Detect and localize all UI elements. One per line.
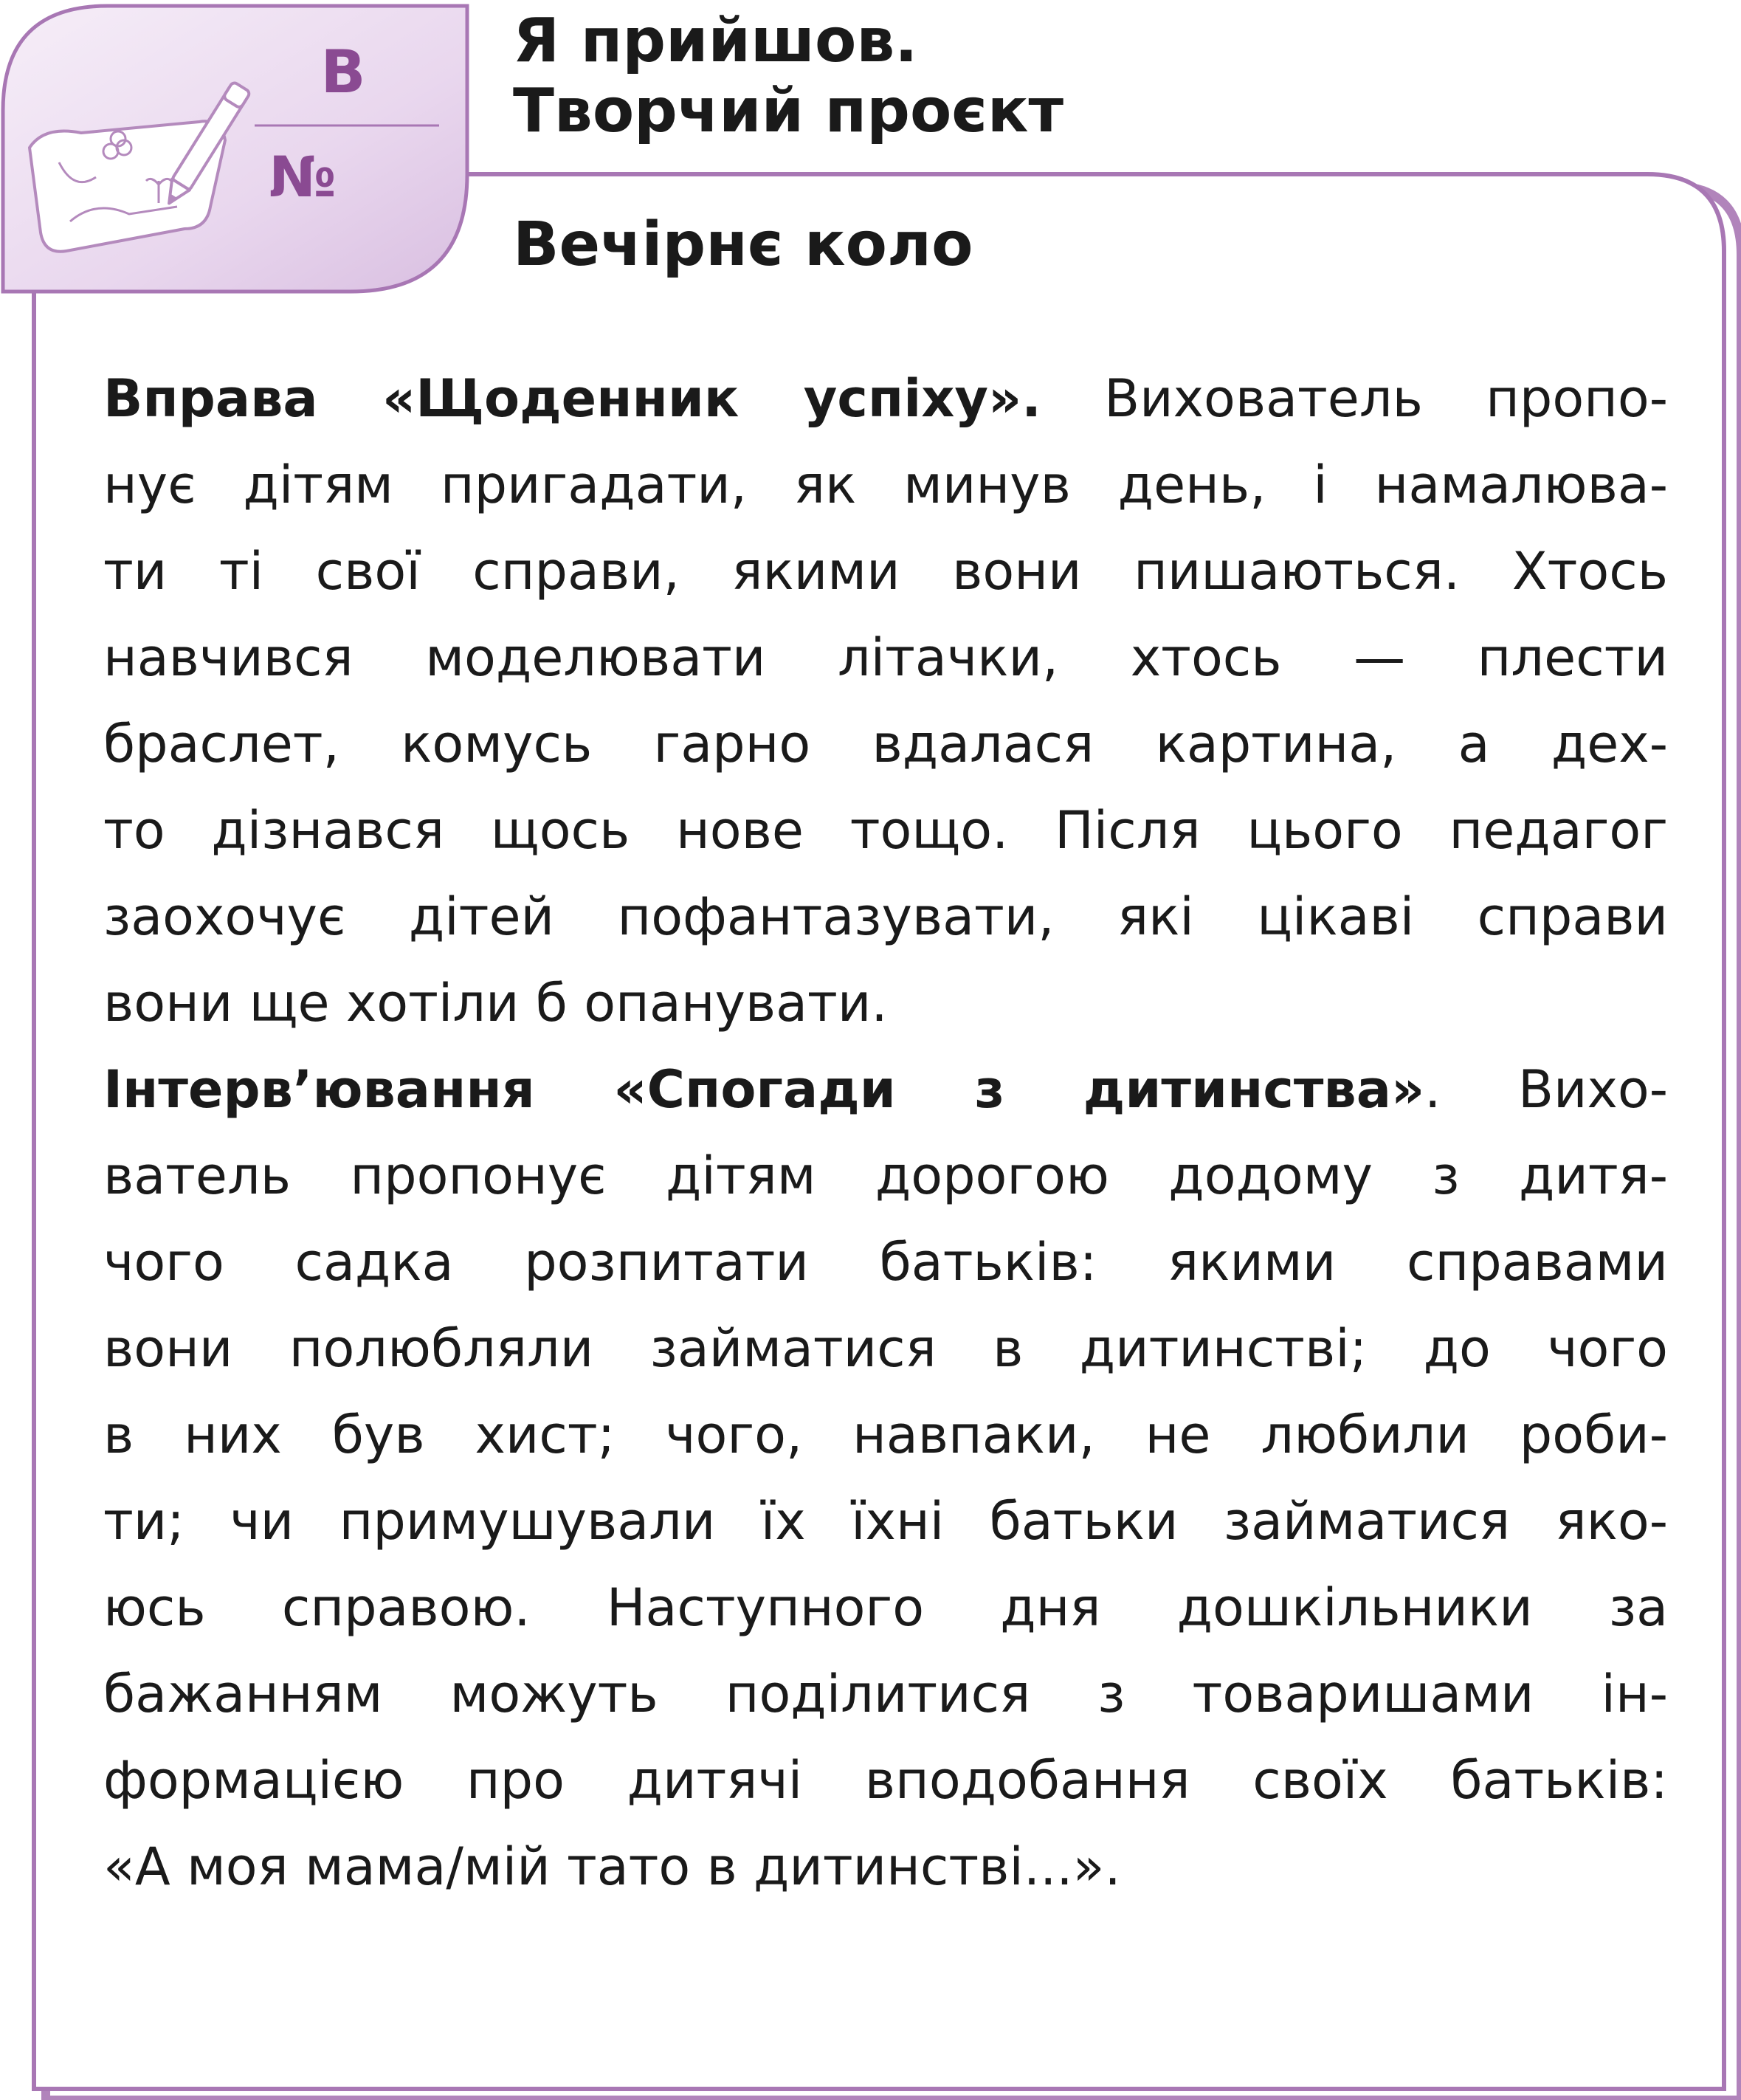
- tab-letter: В: [320, 38, 366, 106]
- text-run: в них був хист; чого, навпаки, не любили роби-: [103, 1405, 1668, 1465]
- text-run: вони полюбляли займатися в дитинстві; до чого: [103, 1318, 1668, 1379]
- text-run: ти ті свої справи, якими вони пишаються. Хтось: [103, 541, 1668, 602]
- text-line: [103, 960, 1668, 1047]
- text-line: [103, 442, 1668, 529]
- activity-title: Інтерв’ювання «Спогади з дитинства»: [103, 1059, 1425, 1120]
- text-run: ти; чи примушували їх їхні батьки займатися яко-: [103, 1491, 1668, 1552]
- text-line: [103, 1651, 1668, 1738]
- text-line: [103, 356, 1668, 442]
- page-title-line-2: Творчий проєкт: [513, 76, 1064, 146]
- text-line: [103, 1392, 1668, 1478]
- body-text: [103, 356, 1668, 1910]
- text-line: [103, 1478, 1668, 1565]
- section-tab: [0, 0, 472, 295]
- text-line: [103, 1738, 1668, 1824]
- text-run: юсь справою. Наступного дня дошкільники за: [103, 1577, 1668, 1638]
- text-line: [103, 1047, 1668, 1133]
- text-run: то дізнався щось нове тощо. Після цього педагог: [103, 800, 1668, 861]
- text-run: формацією про дитячі вподобання своїх батьків:: [103, 1750, 1668, 1811]
- page-title-line-1: Я прийшов.: [513, 6, 918, 76]
- text-run: нує дітям пригадати, як минув день, і намалюва-: [103, 455, 1668, 515]
- text-run: «А моя мама/мій тато в дитинстві...».: [103, 1836, 1121, 1897]
- text-run: навчився моделювати літачки, хтось — плести: [103, 627, 1668, 688]
- section-subtitle: Вечірнє коло: [513, 210, 973, 280]
- drawing-paper-pencil-icon: [0, 0, 472, 295]
- text-line: [103, 788, 1668, 874]
- text-line: [103, 874, 1668, 960]
- text-line: [103, 701, 1668, 788]
- text-line: [103, 1219, 1668, 1306]
- text-run: . Вихо-: [1424, 1059, 1668, 1120]
- text-run: бажанням можуть поділитися з товаришами ін-: [103, 1664, 1668, 1724]
- text-run: Вихователь пропо-: [1041, 368, 1668, 429]
- text-run: браслет, комусь гарно вдалася картина, а дех-: [103, 714, 1668, 774]
- text-line: [103, 1306, 1668, 1392]
- text-run: вони ще хотіли б опанувати.: [103, 973, 888, 1033]
- text-line: [103, 1565, 1668, 1651]
- text-line: [103, 1133, 1668, 1219]
- text-run: заохочує дітей пофантазувати, які цікаві справи: [103, 887, 1668, 947]
- activity-title: Вправа «Щоденник успіху».: [103, 368, 1041, 429]
- text-run: ватель пропонує дітям дорогою додому з дитя-: [103, 1146, 1668, 1206]
- text-line: [103, 1824, 1668, 1910]
- text-run: чого садка розпитати батьків: якими справами: [103, 1232, 1668, 1292]
- text-line: [103, 615, 1668, 701]
- text-line: [103, 529, 1668, 615]
- tab-number-sign: №: [269, 144, 337, 210]
